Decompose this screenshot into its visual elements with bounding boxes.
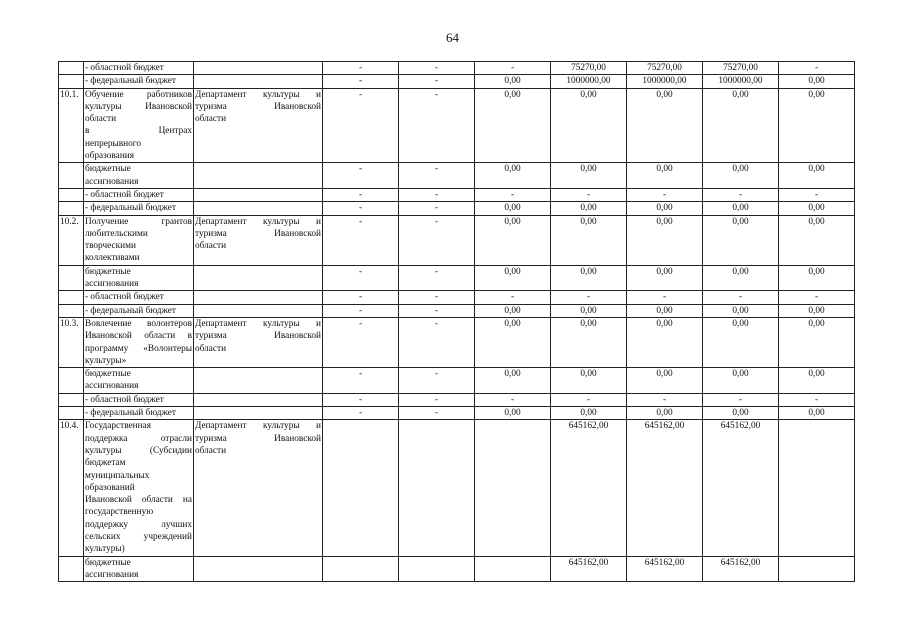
item-name-cell (84, 317, 194, 367)
executor-cell (194, 88, 323, 163)
value-cell: 0,00 (551, 368, 627, 394)
value-cell: - (399, 317, 475, 367)
executor-cell (194, 407, 323, 420)
executor-line: туризма Ивановской (195, 228, 321, 239)
executor-cell (194, 265, 323, 291)
item-name-line: - областной бюджет (85, 292, 164, 303)
item-name-cell (84, 393, 194, 406)
row-number-cell (59, 556, 84, 582)
page-number: 64 (446, 30, 459, 45)
item-name-line: бюджетам (85, 458, 126, 469)
table-row (59, 317, 855, 367)
executor-cell (194, 420, 323, 556)
row-number-cell (59, 75, 84, 88)
value-cell: - (399, 163, 475, 189)
value-cell: - (323, 88, 399, 163)
executor-line: Департамент культуры и (195, 89, 321, 100)
value-cell: 0,00 (475, 215, 551, 265)
item-name-line: - областной бюджет (85, 63, 164, 73)
item-name-line: Ивановской области в (85, 331, 192, 342)
table-row (59, 163, 855, 189)
item-name-cell (84, 188, 194, 201)
value-cell (779, 420, 855, 556)
item-name-line: ассигнования (85, 279, 139, 290)
item-name-cell (84, 202, 194, 215)
value-cell: - (475, 62, 551, 75)
table-row (59, 265, 855, 291)
value-cell: - (323, 393, 399, 406)
item-name-line: бюджетные (85, 164, 131, 175)
table-row (59, 420, 855, 556)
item-name-line: Государственная (85, 421, 152, 432)
value-cell: - (323, 188, 399, 201)
item-name-line: поддержка отрасли (85, 433, 192, 444)
value-cell: 645162,00 (551, 420, 627, 556)
value-cell: - (323, 202, 399, 215)
value-cell: - (627, 393, 703, 406)
value-cell: 0,00 (627, 368, 703, 394)
item-name-line: поддержку лучших (85, 519, 192, 530)
item-name-cell (84, 291, 194, 304)
executor-cell (194, 202, 323, 215)
item-name-line: в Центрах (85, 126, 192, 137)
row-number-cell (59, 304, 84, 317)
item-name-line: Получение грантов (85, 216, 192, 227)
value-cell: - (323, 75, 399, 88)
value-cell: 645162,00 (703, 556, 779, 582)
executor-cell (194, 317, 323, 367)
value-cell: - (323, 62, 399, 75)
item-name-line: - областной бюджет (85, 394, 164, 405)
table-row (59, 215, 855, 265)
value-cell: 0,00 (779, 317, 855, 367)
value-cell (475, 556, 551, 582)
value-cell: - (703, 291, 779, 304)
value-cell: - (627, 188, 703, 201)
item-name-line: непрерывного (85, 138, 141, 149)
item-name-line: культуры» (85, 355, 127, 366)
row-number-cell: 10.3. (59, 317, 84, 367)
item-name-line: культуры Ивановской (85, 101, 192, 112)
value-cell: - (779, 291, 855, 304)
executor-cell (194, 368, 323, 394)
value-cell: 0,00 (779, 88, 855, 163)
value-cell: - (323, 407, 399, 420)
value-cell (779, 556, 855, 582)
value-cell: 645162,00 (627, 420, 703, 556)
executor-line: туризма Ивановской (195, 101, 321, 112)
value-cell: 0,00 (475, 88, 551, 163)
value-cell: 0,00 (703, 265, 779, 291)
value-cell: 645162,00 (703, 420, 779, 556)
value-cell: - (323, 215, 399, 265)
row-number-cell (59, 265, 84, 291)
value-cell: 0,00 (475, 163, 551, 189)
value-cell: - (475, 393, 551, 406)
value-cell: 1000000,00 (703, 75, 779, 88)
value-cell (399, 556, 475, 582)
item-name-cell (84, 62, 194, 75)
row-number-cell (59, 62, 84, 75)
value-cell: - (475, 188, 551, 201)
value-cell: - (399, 368, 475, 394)
item-name-cell (84, 304, 194, 317)
item-name-cell (84, 215, 194, 265)
value-cell: 0,00 (703, 163, 779, 189)
item-name-line: программу «Волонтеры (85, 343, 192, 354)
row-number-cell: 10.1. (59, 88, 84, 163)
row-number-cell (59, 202, 84, 215)
value-cell: 0,00 (475, 317, 551, 367)
value-cell: 75270,00 (551, 62, 627, 75)
table-row (59, 202, 855, 215)
item-name-line: ассигнования (85, 176, 139, 187)
value-cell: 0,00 (551, 215, 627, 265)
table-row (59, 556, 855, 582)
item-name-line: сельских учреждений (85, 531, 192, 542)
executor-line: области (195, 241, 227, 252)
executor-line: Департамент культуры и (195, 216, 321, 227)
executor-line: Департамент культуры и (195, 318, 321, 329)
item-name-cell (84, 420, 194, 556)
value-cell: 0,00 (703, 368, 779, 394)
item-name-line: - федеральный бюджет (85, 408, 176, 419)
value-cell: 0,00 (627, 265, 703, 291)
value-cell (475, 420, 551, 556)
item-name-line: Обучение работников (85, 89, 192, 100)
row-number-cell (59, 407, 84, 420)
table-row (59, 304, 855, 317)
value-cell: 0,00 (627, 304, 703, 317)
value-cell: 0,00 (779, 407, 855, 420)
budget-table (58, 61, 855, 582)
item-name-line: бюджетные (85, 557, 131, 568)
table-row (59, 368, 855, 394)
value-cell: 0,00 (475, 202, 551, 215)
value-cell: 0,00 (551, 163, 627, 189)
value-cell: 0,00 (475, 75, 551, 88)
executor-line: туризма Ивановской (195, 433, 321, 444)
value-cell: 0,00 (627, 215, 703, 265)
row-number-cell (59, 368, 84, 394)
item-name-cell (84, 407, 194, 420)
value-cell: - (399, 202, 475, 215)
value-cell: 0,00 (551, 407, 627, 420)
item-name-cell (84, 368, 194, 394)
row-number-cell (59, 188, 84, 201)
executor-cell (194, 163, 323, 189)
value-cell (399, 420, 475, 556)
executor-cell (194, 62, 323, 75)
value-cell: 645162,00 (627, 556, 703, 582)
value-cell: - (323, 368, 399, 394)
value-cell: 0,00 (779, 75, 855, 88)
item-name-line: - федеральный бюджет (85, 203, 176, 214)
value-cell: 0,00 (779, 215, 855, 265)
value-cell: 0,00 (551, 317, 627, 367)
row-number-cell: 10.2. (59, 215, 84, 265)
item-name-cell (84, 75, 194, 88)
value-cell: - (779, 393, 855, 406)
value-cell (323, 420, 399, 556)
value-cell: 1000000,00 (627, 75, 703, 88)
value-cell: 0,00 (627, 317, 703, 367)
executor-cell (194, 75, 323, 88)
value-cell: 0,00 (779, 265, 855, 291)
value-cell: - (399, 215, 475, 265)
value-cell: - (627, 291, 703, 304)
value-cell: 0,00 (703, 317, 779, 367)
value-cell: 0,00 (551, 202, 627, 215)
value-cell: 0,00 (779, 304, 855, 317)
item-name-line: Вовлечение волонтеров (85, 318, 192, 329)
value-cell: - (323, 265, 399, 291)
item-name-line: области (85, 114, 117, 125)
row-number-cell (59, 163, 84, 189)
row-number-cell: 10.4. (59, 420, 84, 556)
item-name-line: - федеральный бюджет (85, 76, 176, 87)
value-cell: - (399, 291, 475, 304)
item-name-line: муниципальных (85, 470, 150, 481)
executor-line: области (195, 343, 227, 354)
value-cell: 0,00 (703, 202, 779, 215)
value-cell: 0,00 (475, 265, 551, 291)
value-cell: - (323, 304, 399, 317)
item-name-cell (84, 556, 194, 582)
value-cell: 0,00 (475, 407, 551, 420)
value-cell: 0,00 (627, 163, 703, 189)
value-cell: 0,00 (627, 407, 703, 420)
value-cell: 0,00 (627, 202, 703, 215)
value-cell: 0,00 (703, 215, 779, 265)
item-name-cell (84, 88, 194, 163)
value-cell: - (551, 393, 627, 406)
value-cell: - (323, 317, 399, 367)
value-cell: - (399, 75, 475, 88)
value-cell: 75270,00 (703, 62, 779, 75)
row-number-cell (59, 291, 84, 304)
executor-line: туризма Ивановской (195, 331, 321, 342)
value-cell: - (323, 163, 399, 189)
value-cell: - (399, 188, 475, 201)
executor-cell (194, 291, 323, 304)
item-name-line: Ивановской области на (85, 495, 192, 506)
value-cell: 0,00 (779, 163, 855, 189)
item-name-line: образования (85, 151, 135, 162)
item-name-line: бюджетные (85, 369, 131, 380)
value-cell: 0,00 (551, 265, 627, 291)
budget-table-body (59, 62, 855, 582)
table-row (59, 291, 855, 304)
item-name-line: коллективами (85, 253, 140, 264)
value-cell: 0,00 (551, 88, 627, 163)
table-row (59, 393, 855, 406)
executor-cell (194, 393, 323, 406)
value-cell: 0,00 (627, 88, 703, 163)
table-row (59, 407, 855, 420)
item-name-cell (84, 163, 194, 189)
value-cell: 0,00 (703, 304, 779, 317)
value-cell: - (399, 407, 475, 420)
value-cell: 0,00 (475, 368, 551, 394)
table-row (59, 88, 855, 163)
item-name-line: - федеральный бюджет (85, 305, 176, 316)
executor-cell (194, 556, 323, 582)
value-cell (323, 556, 399, 582)
item-name-line: ассигнования (85, 381, 139, 392)
value-cell: - (399, 62, 475, 75)
value-cell: 0,00 (779, 202, 855, 215)
executor-cell (194, 215, 323, 265)
table-row (59, 62, 855, 75)
value-cell: 75270,00 (627, 62, 703, 75)
value-cell: - (779, 62, 855, 75)
value-cell: 0,00 (551, 304, 627, 317)
item-name-line: - областной бюджет (85, 189, 164, 200)
value-cell: - (551, 291, 627, 304)
value-cell: - (399, 393, 475, 406)
executor-line: области (195, 445, 227, 456)
item-name-line: образований (85, 482, 135, 493)
item-name-line: творческими (85, 241, 136, 252)
executor-line: Департамент культуры и (195, 421, 321, 432)
value-cell: - (703, 393, 779, 406)
value-cell: 0,00 (779, 368, 855, 394)
value-cell: 0,00 (475, 304, 551, 317)
value-cell: - (399, 88, 475, 163)
item-name-cell (84, 265, 194, 291)
table-row (59, 75, 855, 88)
value-cell: - (323, 291, 399, 304)
value-cell: - (551, 188, 627, 201)
executor-cell (194, 188, 323, 201)
value-cell: - (779, 188, 855, 201)
value-cell: 0,00 (703, 407, 779, 420)
value-cell: 645162,00 (551, 556, 627, 582)
value-cell: 1000000,00 (551, 75, 627, 88)
executor-cell (194, 304, 323, 317)
row-number-cell (59, 393, 84, 406)
item-name-line: ассигнования (85, 569, 139, 580)
item-name-line: культуры) (85, 544, 125, 555)
item-name-line: любительскими (85, 228, 148, 239)
item-name-line: бюджетные (85, 266, 131, 277)
executor-line: области (195, 114, 227, 125)
value-cell: - (475, 291, 551, 304)
value-cell: - (399, 304, 475, 317)
value-cell: 0,00 (703, 88, 779, 163)
value-cell: - (703, 188, 779, 201)
item-name-line: государственную (85, 507, 154, 518)
table-row (59, 188, 855, 201)
value-cell: - (399, 265, 475, 291)
item-name-line: культуры (Субсидии (85, 445, 192, 456)
